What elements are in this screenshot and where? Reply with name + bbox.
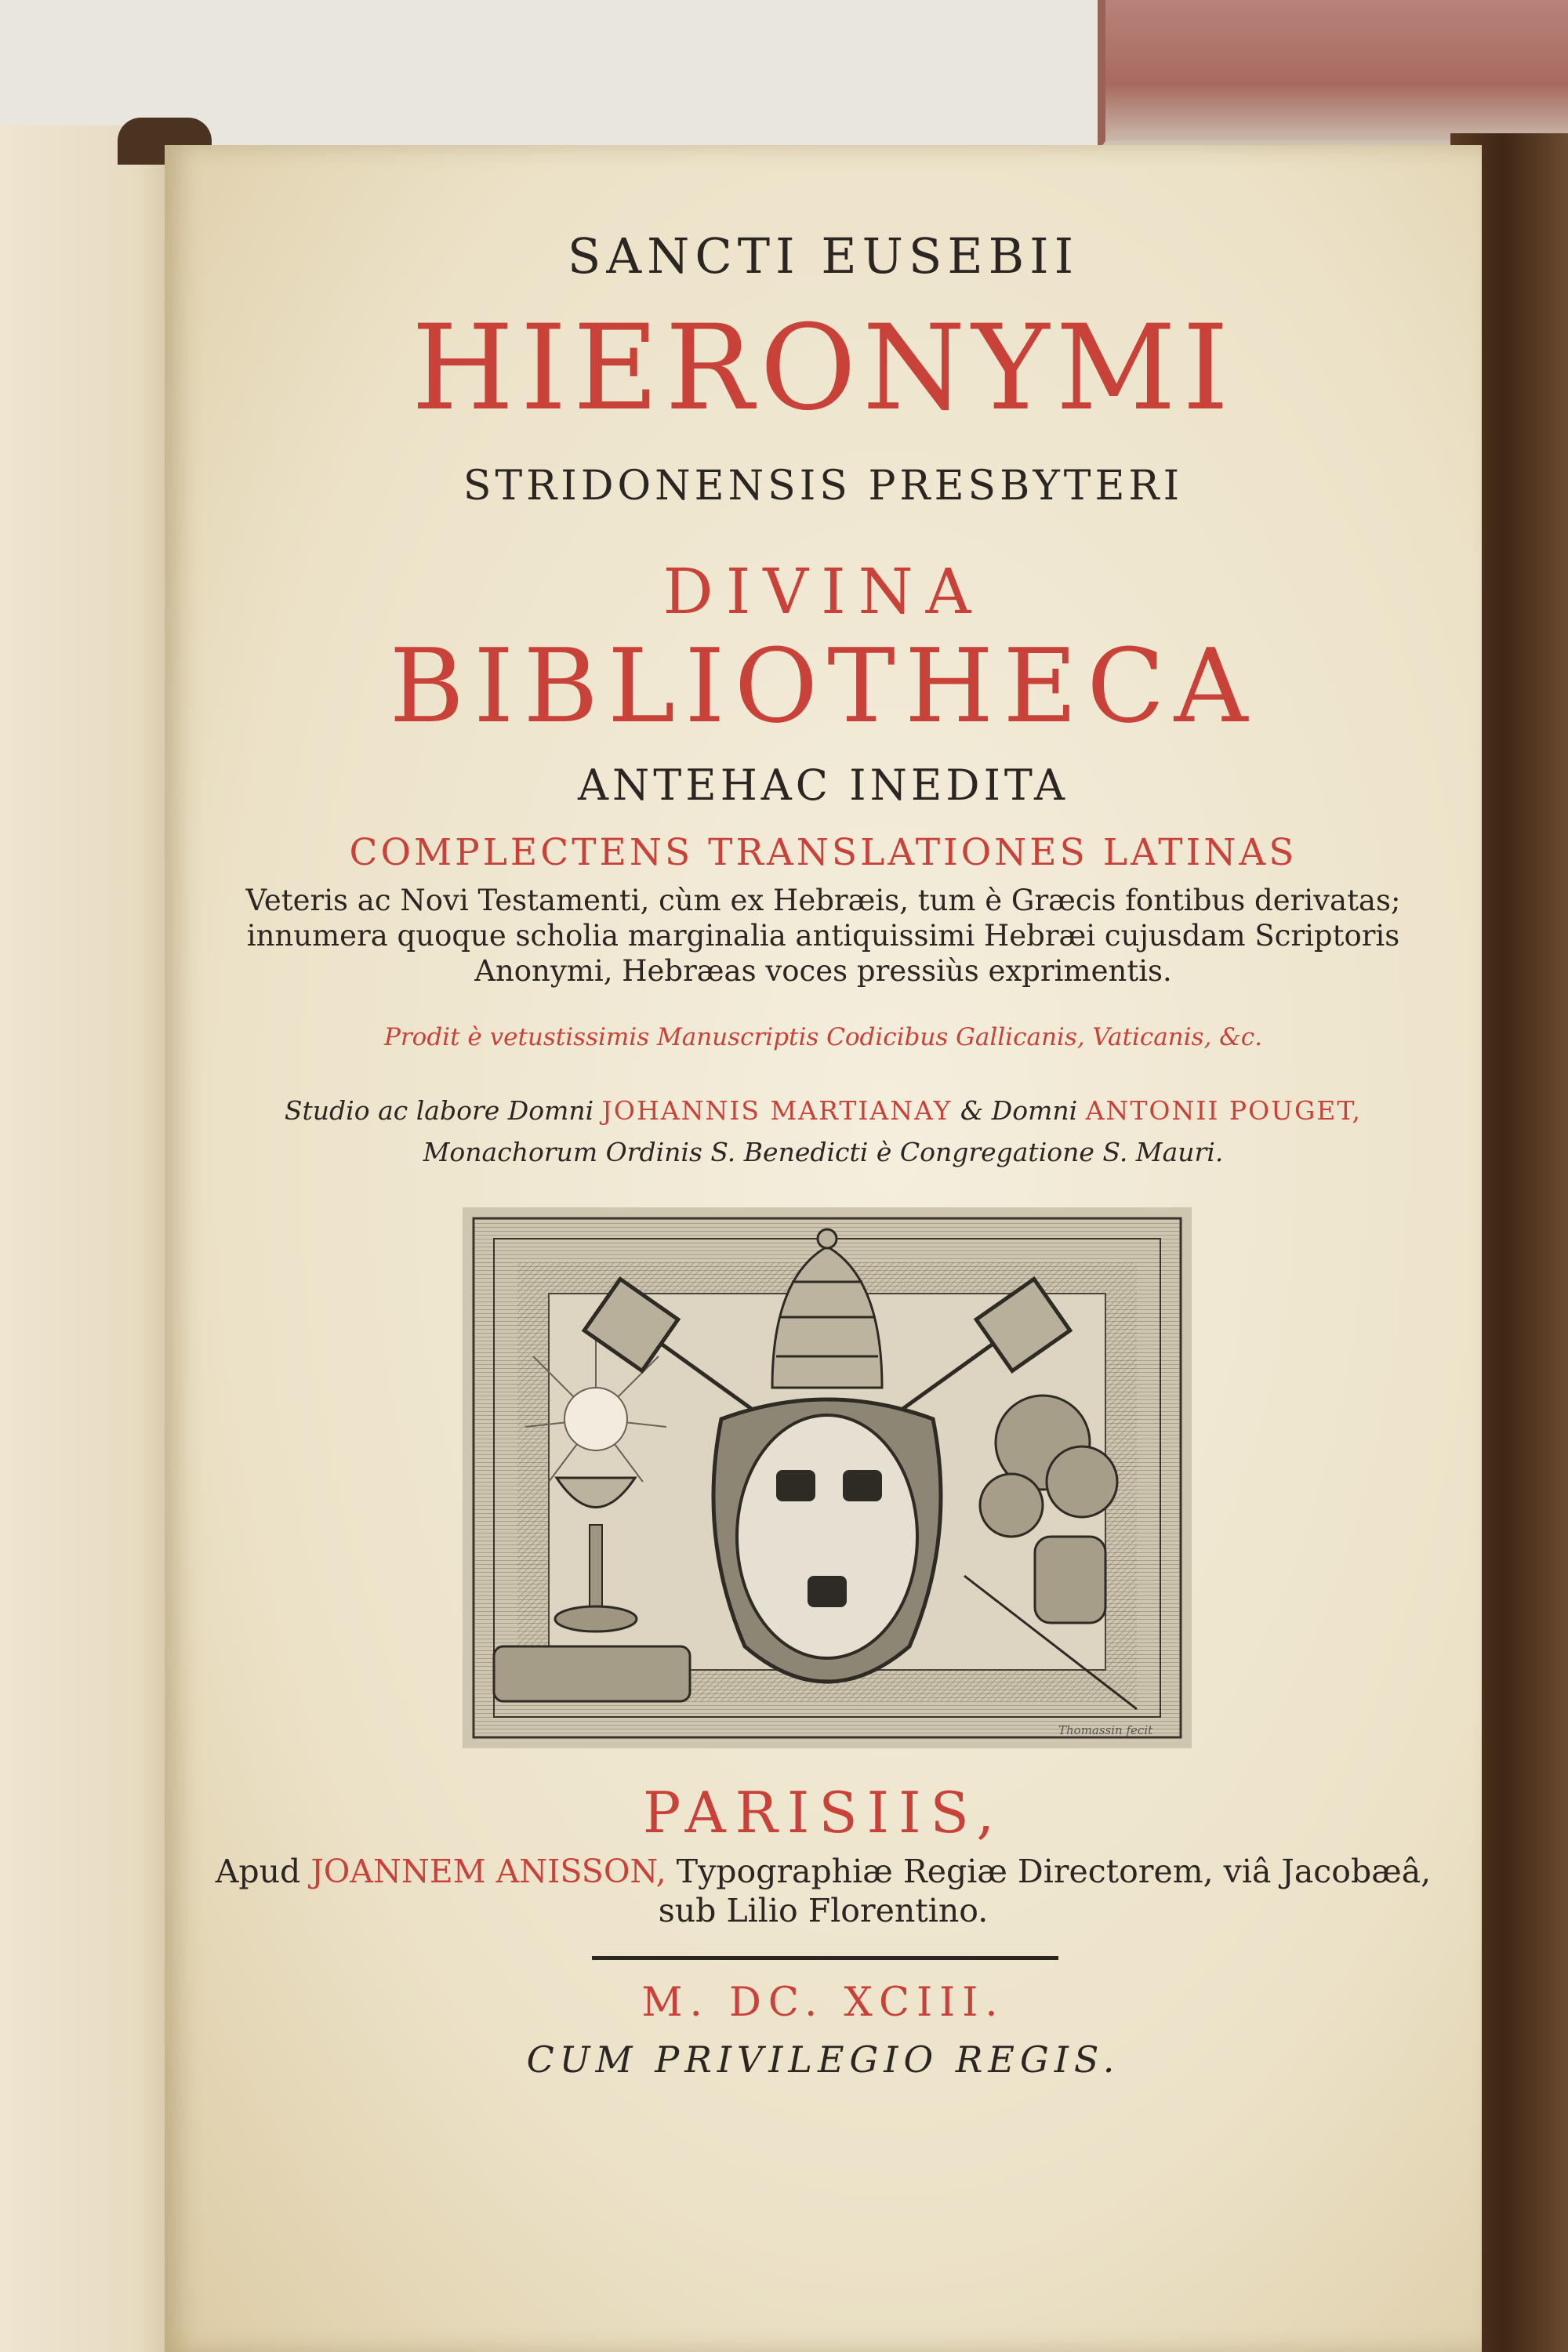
editors-line <box>165 1095 1482 1126</box>
imprint-sign: sub Lilio Florentino. <box>658 1892 989 1929</box>
order-line: Monachorum Ordinis S. Benedicti è Congregatione S. Mauri. <box>423 1137 1224 1167</box>
title-line-complectens: COMPLECTENS TRANSLATIONES LATINAS <box>349 831 1298 874</box>
editors-conjunction: & Domni <box>960 1095 1078 1126</box>
editors-intro: Studio ac labore Domni <box>284 1095 594 1126</box>
background-red-book <box>1098 0 1568 152</box>
body-line-1: Veteris ac Novi Testamenti, cùm ex Hebræis, tum è Græcis fontibus derivatas; <box>245 884 1401 917</box>
imprint-rule <box>592 1956 1058 1960</box>
imprint-printer-name: JOANNEM ANISSON, <box>310 1853 666 1890</box>
imprint-printer-line <box>165 1853 1482 1890</box>
imprint-place: PARISIIS, <box>642 1780 1004 1846</box>
title-line-bibliotheca: BIBLIOTHECA <box>389 626 1258 746</box>
editor-martianay: JOHANNIS MARTIANAY <box>601 1095 953 1126</box>
title-line-divina: DIVINA <box>662 555 984 628</box>
title-line-stridonensis: STRIDONENSIS PRESBYTERI <box>463 463 1184 510</box>
imprint-printer-title: Typographiæ Regiæ Directorem, viâ Jacobæâ, <box>676 1853 1432 1890</box>
title-line-antehac-inedita: ANTEHAC INEDITA <box>578 760 1069 810</box>
engraver-signature: Thomassin fecit <box>1058 1723 1153 1737</box>
title-line-sancti-eusebii: SANCTI EUSEBII <box>567 227 1080 285</box>
body-line-2: innumera quoque scholia marginalia antiquissimi Hebræi cujusdam Scriptoris <box>246 919 1400 953</box>
title-line-hieronymi: HIERONYMI <box>411 300 1236 437</box>
papal-arms-engraving <box>463 1207 1192 1748</box>
prodit-line: Prodit è vetustissimis Manuscriptis Codicibus Gallicanis, Vaticanis, &c. <box>384 1023 1262 1051</box>
privilege-line: CUM PRIVILEGIO REGIS. <box>526 2038 1120 2081</box>
imprint-apud: Apud <box>215 1853 301 1890</box>
body-line-3: Anonymi, Hebræas voces pressiùs exprimentis. <box>474 954 1172 988</box>
imprint-year: M. DC. XCIII. <box>641 1980 1005 2026</box>
editor-pouget: ANTONII POUGET, <box>1085 1095 1363 1126</box>
